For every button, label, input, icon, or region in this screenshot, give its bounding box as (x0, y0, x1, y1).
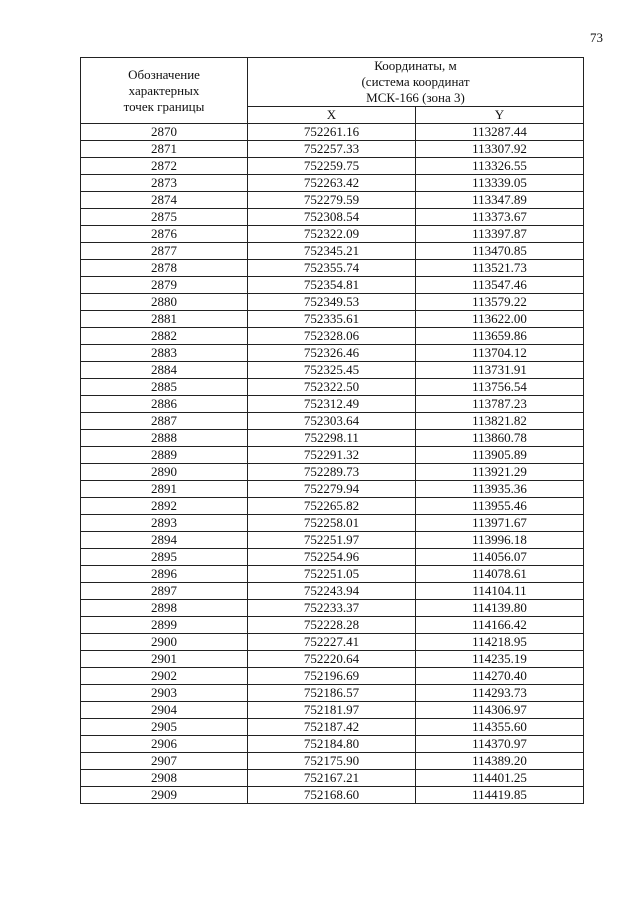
point-cell: 2898 (81, 600, 248, 617)
table-row (81, 243, 584, 260)
y-cell: 113935.36 (416, 481, 584, 498)
y-cell: 114166.42 (416, 617, 584, 634)
x-cell: 752167.21 (248, 770, 416, 787)
x-cell: 752298.11 (248, 430, 416, 447)
point-cell: 2906 (81, 736, 248, 753)
x-cell: 752291.32 (248, 447, 416, 464)
x-cell: 752196.69 (248, 668, 416, 685)
table-row (81, 447, 584, 464)
y-cell: 113287.44 (416, 124, 584, 141)
x-cell: 752259.75 (248, 158, 416, 175)
table-row (81, 651, 584, 668)
x-cell: 752228.28 (248, 617, 416, 634)
table-row (81, 464, 584, 481)
x-cell: 752254.96 (248, 549, 416, 566)
x-cell: 752303.64 (248, 413, 416, 430)
point-cell: 2891 (81, 481, 248, 498)
point-cell: 2900 (81, 634, 248, 651)
x-cell: 752251.97 (248, 532, 416, 549)
y-cell: 114370.97 (416, 736, 584, 753)
x-cell: 752289.73 (248, 464, 416, 481)
y-cell: 113955.46 (416, 498, 584, 515)
point-cell: 2905 (81, 719, 248, 736)
x-cell: 752345.21 (248, 243, 416, 260)
point-cell: 2895 (81, 549, 248, 566)
table-row (81, 753, 584, 770)
point-cell: 2901 (81, 651, 248, 668)
table-row (81, 583, 584, 600)
point-cell: 2887 (81, 413, 248, 430)
point-cell: 2888 (81, 430, 248, 447)
x-cell: 752220.64 (248, 651, 416, 668)
point-cell: 2874 (81, 192, 248, 209)
y-cell: 113996.18 (416, 532, 584, 549)
point-cell: 2897 (81, 583, 248, 600)
y-cell: 113470.85 (416, 243, 584, 260)
point-column-header (81, 58, 248, 124)
y-cell: 114355.60 (416, 719, 584, 736)
x-cell: 752227.41 (248, 634, 416, 651)
point-cell: 2903 (81, 685, 248, 702)
y-cell: 113731.91 (416, 362, 584, 379)
table-row (81, 787, 584, 804)
table-row (81, 260, 584, 277)
coordinates-column-header (248, 58, 584, 107)
y-cell: 114235.19 (416, 651, 584, 668)
y-cell: 113339.05 (416, 175, 584, 192)
point-cell: 2879 (81, 277, 248, 294)
table-row (81, 481, 584, 498)
point-cell: 2872 (81, 158, 248, 175)
x-cell: 752168.60 (248, 787, 416, 804)
x-cell: 752175.90 (248, 753, 416, 770)
point-cell: 2880 (81, 294, 248, 311)
table-row (81, 175, 584, 192)
table-row (81, 498, 584, 515)
point-cell: 2899 (81, 617, 248, 634)
table-row (81, 362, 584, 379)
page-number: 73 (590, 30, 603, 45)
table-row (81, 328, 584, 345)
y-column-header: Y (416, 107, 584, 124)
x-cell: 752354.81 (248, 277, 416, 294)
y-cell: 113756.54 (416, 379, 584, 396)
y-cell: 114139.80 (416, 600, 584, 617)
table-row (81, 311, 584, 328)
point-cell: 2884 (81, 362, 248, 379)
table-row (81, 634, 584, 651)
x-cell: 752265.82 (248, 498, 416, 515)
y-cell: 113397.87 (416, 226, 584, 243)
point-cell: 2896 (81, 566, 248, 583)
y-cell: 114056.07 (416, 549, 584, 566)
point-cell: 2907 (81, 753, 248, 770)
table-row (81, 770, 584, 787)
x-cell: 752186.57 (248, 685, 416, 702)
point-cell: 2909 (81, 787, 248, 804)
x-cell: 752355.74 (248, 260, 416, 277)
point-cell: 2876 (81, 226, 248, 243)
y-cell: 113821.82 (416, 413, 584, 430)
table-row (81, 345, 584, 362)
x-cell: 752279.94 (248, 481, 416, 498)
y-cell: 114270.40 (416, 668, 584, 685)
point-cell: 2885 (81, 379, 248, 396)
point-header-line: характерных (128, 82, 200, 98)
point-cell: 2881 (81, 311, 248, 328)
point-cell: 2893 (81, 515, 248, 532)
table-row (81, 532, 584, 549)
x-cell: 752326.46 (248, 345, 416, 362)
x-cell: 752243.94 (248, 583, 416, 600)
point-cell: 2889 (81, 447, 248, 464)
table-row (81, 124, 584, 141)
table-row (81, 566, 584, 583)
table-row (81, 226, 584, 243)
table-row (81, 549, 584, 566)
y-cell: 114419.85 (416, 787, 584, 804)
table-row (81, 617, 584, 634)
x-cell: 752233.37 (248, 600, 416, 617)
y-cell: 113547.46 (416, 277, 584, 294)
point-cell: 2882 (81, 328, 248, 345)
table-body (81, 124, 584, 804)
table-row (81, 158, 584, 175)
point-cell: 2875 (81, 209, 248, 226)
point-cell: 2908 (81, 770, 248, 787)
point-cell: 2873 (81, 175, 248, 192)
point-cell: 2894 (81, 532, 248, 549)
y-cell: 113921.29 (416, 464, 584, 481)
y-cell: 113326.55 (416, 158, 584, 175)
x-cell: 752187.42 (248, 719, 416, 736)
y-cell: 114389.20 (416, 753, 584, 770)
point-cell: 2877 (81, 243, 248, 260)
point-cell: 2902 (81, 668, 248, 685)
table-header (81, 58, 584, 124)
y-cell: 114078.61 (416, 566, 584, 583)
x-cell: 752328.06 (248, 328, 416, 345)
table-row (81, 192, 584, 209)
point-cell: 2886 (81, 396, 248, 413)
x-cell: 752184.80 (248, 736, 416, 753)
table-row (81, 736, 584, 753)
point-cell: 2870 (81, 124, 248, 141)
x-cell: 752322.09 (248, 226, 416, 243)
x-cell: 752308.54 (248, 209, 416, 226)
y-cell: 113905.89 (416, 447, 584, 464)
table-row (81, 413, 584, 430)
y-cell: 113860.78 (416, 430, 584, 447)
x-cell: 752312.49 (248, 396, 416, 413)
x-cell: 752257.33 (248, 141, 416, 158)
y-cell: 114218.95 (416, 634, 584, 651)
table-row (81, 277, 584, 294)
x-column-header: X (248, 107, 416, 124)
y-cell: 113659.86 (416, 328, 584, 345)
y-cell: 114293.73 (416, 685, 584, 702)
y-cell: 113373.67 (416, 209, 584, 226)
x-cell: 752263.42 (248, 175, 416, 192)
x-cell: 752322.50 (248, 379, 416, 396)
point-header-line: Обозначение (128, 66, 200, 82)
y-cell: 113579.22 (416, 294, 584, 311)
y-cell: 113521.73 (416, 260, 584, 277)
y-cell: 113704.12 (416, 345, 584, 362)
table-row (81, 209, 584, 226)
x-cell: 752261.16 (248, 124, 416, 141)
coordinates-table (80, 57, 584, 804)
x-cell: 752181.97 (248, 702, 416, 719)
x-cell: 752279.59 (248, 192, 416, 209)
table-row (81, 685, 584, 702)
point-cell: 2878 (81, 260, 248, 277)
table-row (81, 668, 584, 685)
y-cell: 114104.11 (416, 583, 584, 600)
y-cell: 114401.25 (416, 770, 584, 787)
y-cell: 113787.23 (416, 396, 584, 413)
y-cell: 113347.89 (416, 192, 584, 209)
table-row (81, 702, 584, 719)
x-cell: 752335.61 (248, 311, 416, 328)
table-row (81, 141, 584, 158)
point-cell: 2890 (81, 464, 248, 481)
x-cell: 752349.53 (248, 294, 416, 311)
table-row (81, 719, 584, 736)
y-cell: 113622.00 (416, 311, 584, 328)
x-cell: 752251.05 (248, 566, 416, 583)
table-row (81, 294, 584, 311)
point-cell: 2883 (81, 345, 248, 362)
coords-header-line: МСК-166 (зона 3) (366, 90, 465, 105)
coords-header-line: Координаты, м (374, 58, 457, 73)
y-cell: 113971.67 (416, 515, 584, 532)
point-header-line: точек границы (123, 98, 205, 114)
table-row (81, 430, 584, 447)
point-cell: 2904 (81, 702, 248, 719)
table-row (81, 515, 584, 532)
table-row (81, 600, 584, 617)
y-cell: 113307.92 (416, 141, 584, 158)
point-cell: 2892 (81, 498, 248, 515)
x-cell: 752258.01 (248, 515, 416, 532)
y-cell: 114306.97 (416, 702, 584, 719)
table-row (81, 396, 584, 413)
point-cell: 2871 (81, 141, 248, 158)
x-cell: 752325.45 (248, 362, 416, 379)
coords-header-line: (система координат (361, 74, 470, 89)
table-row (81, 379, 584, 396)
